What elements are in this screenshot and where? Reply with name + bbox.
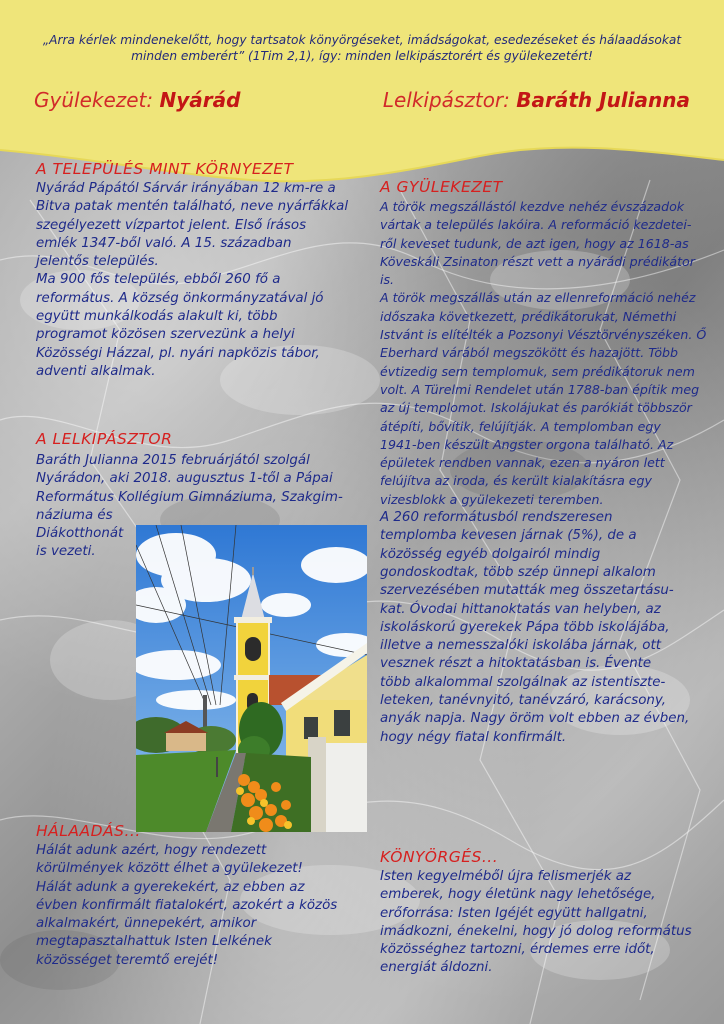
text-line: megtapasztalhattuk Isten Lelkének xyxy=(36,934,272,950)
text-line: gondoskodtak, több szép ünnepi alkalom xyxy=(380,564,656,580)
text-line: náziuma és xyxy=(36,507,113,523)
text-line: közösséget teremtő erejét! xyxy=(36,952,219,968)
text-line: A török megszállás után az ellenreformáció nehéz xyxy=(380,290,696,306)
text-line: A török megszállástól kezdve nehéz évszázadok xyxy=(380,199,685,214)
text-line: iskoláskorú gyerekek Pápa több iskolájába, xyxy=(380,619,670,635)
text-line: évtizedig sem templomuk, sem prédikátoruk nem xyxy=(380,363,695,379)
pastor-heading xyxy=(383,88,690,112)
text-line: körülmények között élhet a gyülekezet! xyxy=(36,861,303,877)
congregation-section-title: A GYÜLEKEZET xyxy=(380,178,503,196)
text-line: anyák napja. Nagy öröm volt ebben az évben, xyxy=(380,711,690,727)
text-line: együtt munkálkodás alakult ki, több xyxy=(36,309,278,325)
congregation-label: Gyülekezet: xyxy=(34,88,154,112)
church-photo xyxy=(136,525,367,832)
quote-line: „Arra kérlek mindenekelőtt, hogy tartsatok könyörgéseket, imádságokat, esedezéseket és hálaadásokat xyxy=(42,33,682,47)
text-line: adventi alkalmak. xyxy=(36,363,156,379)
text-line: Református Kollégium Gimnáziuma, Szakgim- xyxy=(36,489,343,505)
church-illustration xyxy=(136,525,367,832)
prayer-title: KÖNYÖRGÉS... xyxy=(380,848,499,866)
text-line: Istvánt is elítélték a Pozsonyi Vésztörvényszéken. Ő xyxy=(380,327,707,343)
text-line: programot közösen szervezünk a helyi xyxy=(36,327,295,343)
text-line: Ma 900 fős település, ebből 260 fő a xyxy=(36,272,281,288)
text-line: épületek rendben vannak, ezen a nyáron lett xyxy=(380,455,665,471)
text-line: ről keveset tudunk, de azt igen, hogy az 1618-as xyxy=(380,235,689,251)
text-line: erőforrása: Isten Igéjét együtt hallgatni, xyxy=(380,905,648,921)
text-line: átépíti, bővítik, felújítják. A templomban egy xyxy=(380,418,661,434)
text-line: több alkalommal szolgálnak az istentiszte- xyxy=(380,674,666,690)
text-line: Diákotthonát xyxy=(36,526,124,542)
bible-quote xyxy=(30,32,694,64)
pastor-label: Lelkipásztor: xyxy=(382,88,510,112)
text-line: imádkozni, énekelni, hogy jó dolog református xyxy=(380,923,692,939)
text-line: Nyárád Pápától Sárvár irányában 12 km-re a xyxy=(36,181,336,196)
text-line: közösséghez tartozni, érdemes erre időt, xyxy=(380,942,655,958)
text-line: református. A község önkormányzatával jó xyxy=(36,290,324,306)
text-line: Isten kegyelméből újra felismerjék az xyxy=(380,869,632,884)
quote-line: minden emberért” (1Tim 2,1), így: minden lelkipásztorért és gyülekezetért! xyxy=(131,49,593,63)
text-line: Közösségi Házzal, pl. nyári napközis tábor, xyxy=(36,345,320,361)
text-line: hogy négy fiatal konfirmált. xyxy=(380,729,567,745)
text-line: emlék 1347-ből való. A 15. században xyxy=(36,235,292,251)
text-line: A 260 reformátusból rendszeresen xyxy=(380,510,613,526)
text-line: felújítva az iroda, és került kialakításra egy xyxy=(380,473,652,489)
text-line: az új templomot. Iskolájukat és parókiát többször xyxy=(380,400,692,416)
text-line: energiát áldozni. xyxy=(380,960,493,976)
text-line: Eberhard várából megszökött és hazajött. Több xyxy=(380,345,679,361)
thanks-text xyxy=(36,842,366,970)
thanks-title: HÁLAADÁS... xyxy=(36,822,141,840)
text-line: jelentős település. xyxy=(36,254,159,270)
text-line: szegélyezett vízpartot jelent. Első írásos xyxy=(36,217,307,233)
text-line: illetve a nemesszalóki iskolába járnak, ott xyxy=(380,638,661,654)
text-line: is vezeti. xyxy=(36,544,96,560)
text-line: közösség egyéb dolgairól mindig xyxy=(380,546,601,562)
text-line: Köveskáli Zsinaton részt vett a nyárádi prédikátor is. xyxy=(380,253,695,288)
text-line: vizesblokk a gyülekezeti teremben. xyxy=(380,491,604,507)
text-line: évben konfirmált fiatalokért, azokért a közös xyxy=(36,897,338,913)
text-line: kat. Óvodai hittanoktatás van helyben, az xyxy=(380,601,661,617)
text-line: Baráth Julianna 2015 februárjától szolgál xyxy=(36,453,310,468)
text-line: időszaka következett, prédikátorukat, Némethi xyxy=(380,308,677,324)
congregation-name: Nyárád xyxy=(159,88,241,112)
text-line: vártak a település lakóira. A reformáció kezdetei- xyxy=(380,217,692,233)
prayer-text xyxy=(380,868,710,978)
text-line: alkalmakért, ünnepekért, amikor xyxy=(36,916,257,932)
congregation-heading xyxy=(34,88,240,112)
pastor-title: A LELKIPÁSZTOR xyxy=(36,430,173,448)
pastor-name: Baráth Julianna xyxy=(516,88,690,112)
text-line: Hálát adunk a gyerekekért, az ebben az xyxy=(36,879,305,895)
text-line: Bitva patak mentén található, neve nyárfákkal xyxy=(36,199,349,215)
text-line: volt. A Türelmi Rendelet után 1788-ban építik meg xyxy=(380,381,700,397)
congregation-text xyxy=(380,198,710,747)
text-line: Hálát adunk azért, hogy rendezett xyxy=(36,843,267,858)
text-line: templomba kevesen járnak (5%), de a xyxy=(380,528,637,544)
text-line: emberek, hogy életünk nagy lehetősége, xyxy=(380,887,656,903)
text-line: szervezésében mutatták meg összetartásu- xyxy=(380,583,674,599)
text-line: Nyárádon, aki 2018. augusztus 1-től a Pápai xyxy=(36,471,333,487)
settlement-text xyxy=(36,180,356,381)
text-line: vesznek részt a hitoktatásban is. Évente xyxy=(380,656,652,672)
text-line: 1941-ben készült Angster orgona található. Az xyxy=(380,436,674,452)
settlement-title: A TELEPÜLÉS MINT KÖRNYEZET xyxy=(36,160,294,178)
text-line: leteken, tanévnyitó, tanévzáró, karácsony, xyxy=(380,693,667,709)
